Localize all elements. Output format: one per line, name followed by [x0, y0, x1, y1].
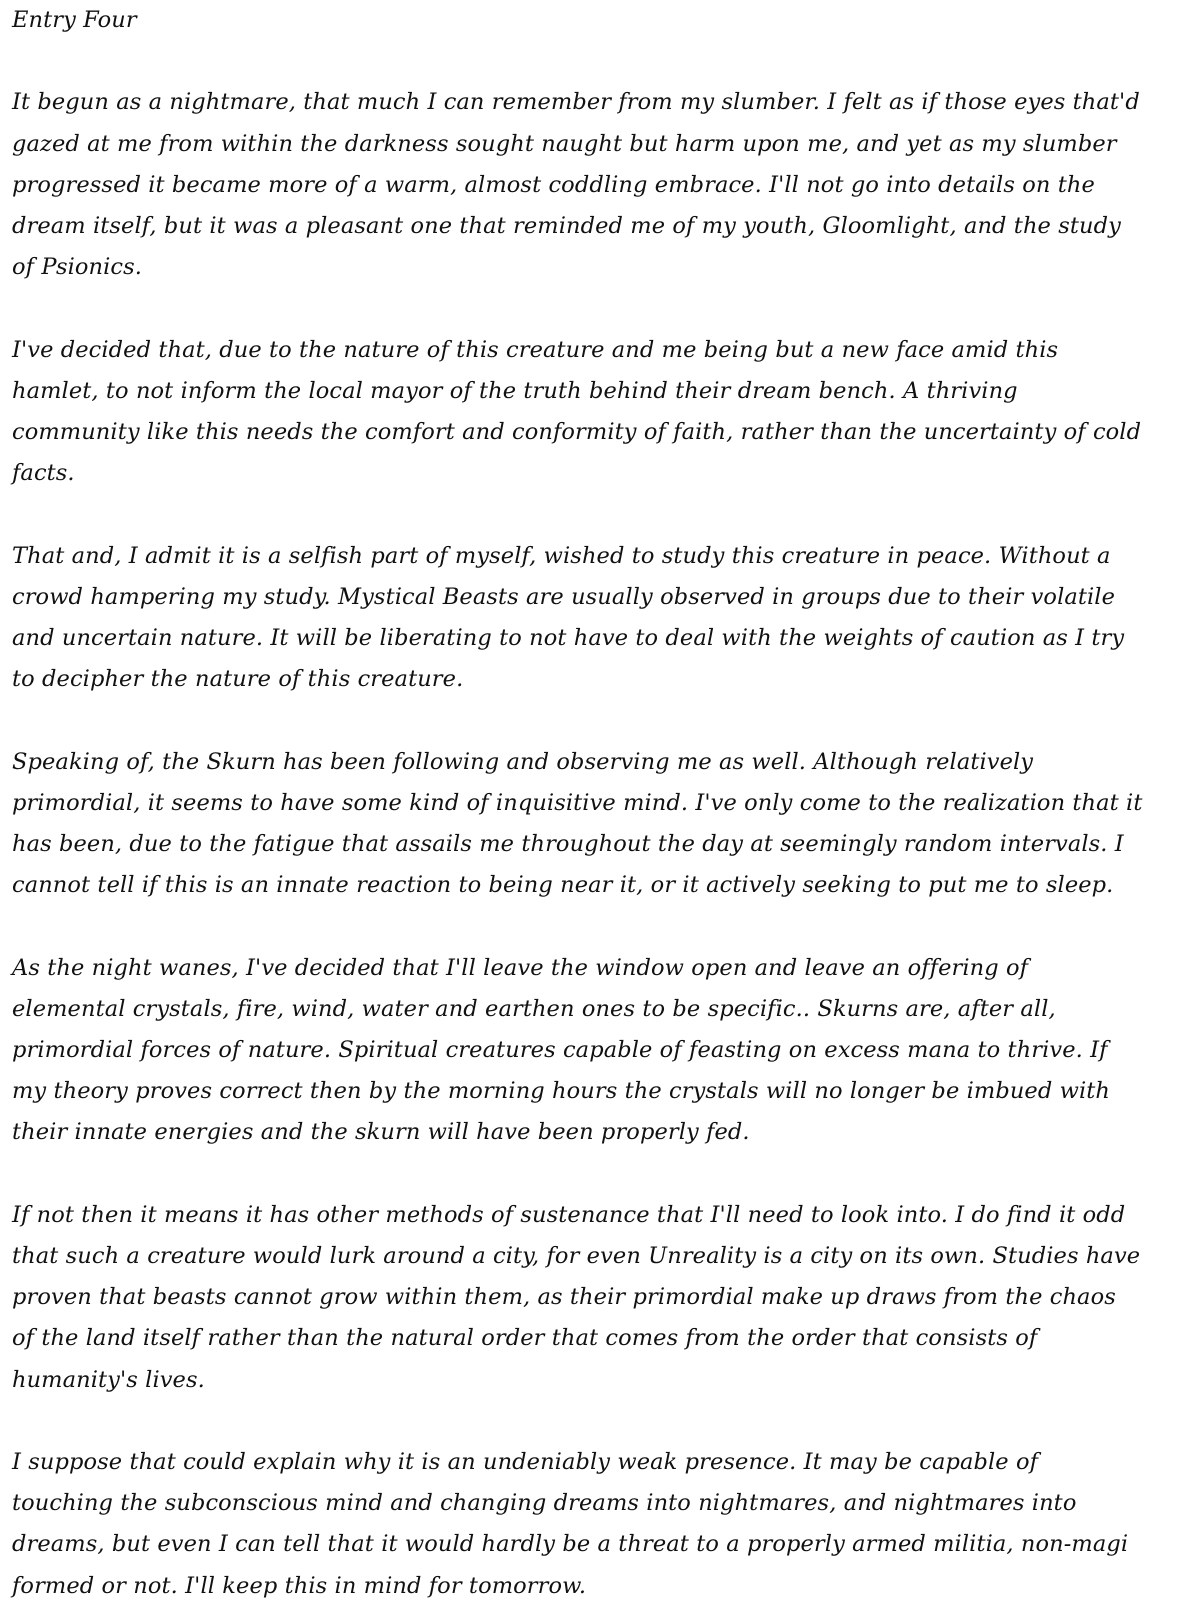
paragraph-study: That and, I admit it is a selfish part of myself, wished to study this creature in peace. Without a crowd hampering my study. Mystical Beasts are usually observed in groups due to their volatile and uncertain nature. It will be liberating to not have to deal with the weights of caution as I try to decipher the nature of this creature.	[12, 542, 1125, 693]
entry-title: Entry Four	[12, 7, 137, 33]
paragraph-mayor: I've decided that, due to the nature of this creature and me being but a new face amid this hamlet, to not inform the local mayor of the truth behind their dream bench. A thriving community like this needs the comfort and conformity of faith, rather than the uncertainty of cold facts.	[12, 336, 1142, 487]
paragraph-dream: It begun as a nightmare, that much I can remember from my slumber. I felt as if those eyes that'd gazed at me from within the darkness sought naught but harm upon me, and yet as my slumber progressed it became more of a warm, almost coddling embrace. I'll not go into details on the dream itself, but it was a pleasant one that reminded me of my youth, Gloomlight, and the study of Psionics.	[12, 89, 1140, 281]
paragraph-weak-presence: I suppose that could explain why it is an undeniably weak presence. It may be capable of touching the subconscious mind and changing dreams into nightmares, and nightmares into dreams, but even I can tell that it would hardly be a threat to a properly armed militia, non-magi formed or not. I'll keep this in mind for tomorrow.	[12, 1448, 1129, 1599]
paragraph-offering: As the night wanes, I've decided that I'll leave the window open and leave an offering of elemental crystals, fire, wind, water and earthen ones to be specific.. Skurns are, after all, primordial forces of nature. Spiritual creatures capable of feasting on excess mana to thrive. If my theory proves correct then by the morning hours the crystals will no longer be imbued with their innate energies and the skurn will have been properly fed.	[12, 954, 1110, 1146]
paragraph-sustenance: If not then it means it has other methods of sustenance that I'll need to look into. I do find it odd that such a creature would lurk around a city, for even Unreality is a city on its own. Studies have proven that beasts cannot grow within them, as their primordial make up draws from the chaos of the land itself rather than the natural order that comes from the order that consists of humanity's lives.	[12, 1201, 1141, 1393]
paragraph-skurn-observing: Speaking of, the Skurn has been following and observing me as well. Although relatively primordial, it seems to have some kind of inquisitive mind. I've only come to the realization that it has been, due to the fatigue that assails me throughout the day at seemingly random intervals. I cannot tell if this is an innate reaction to being near it, or it actively seeking to put me to sleep.	[12, 748, 1143, 899]
